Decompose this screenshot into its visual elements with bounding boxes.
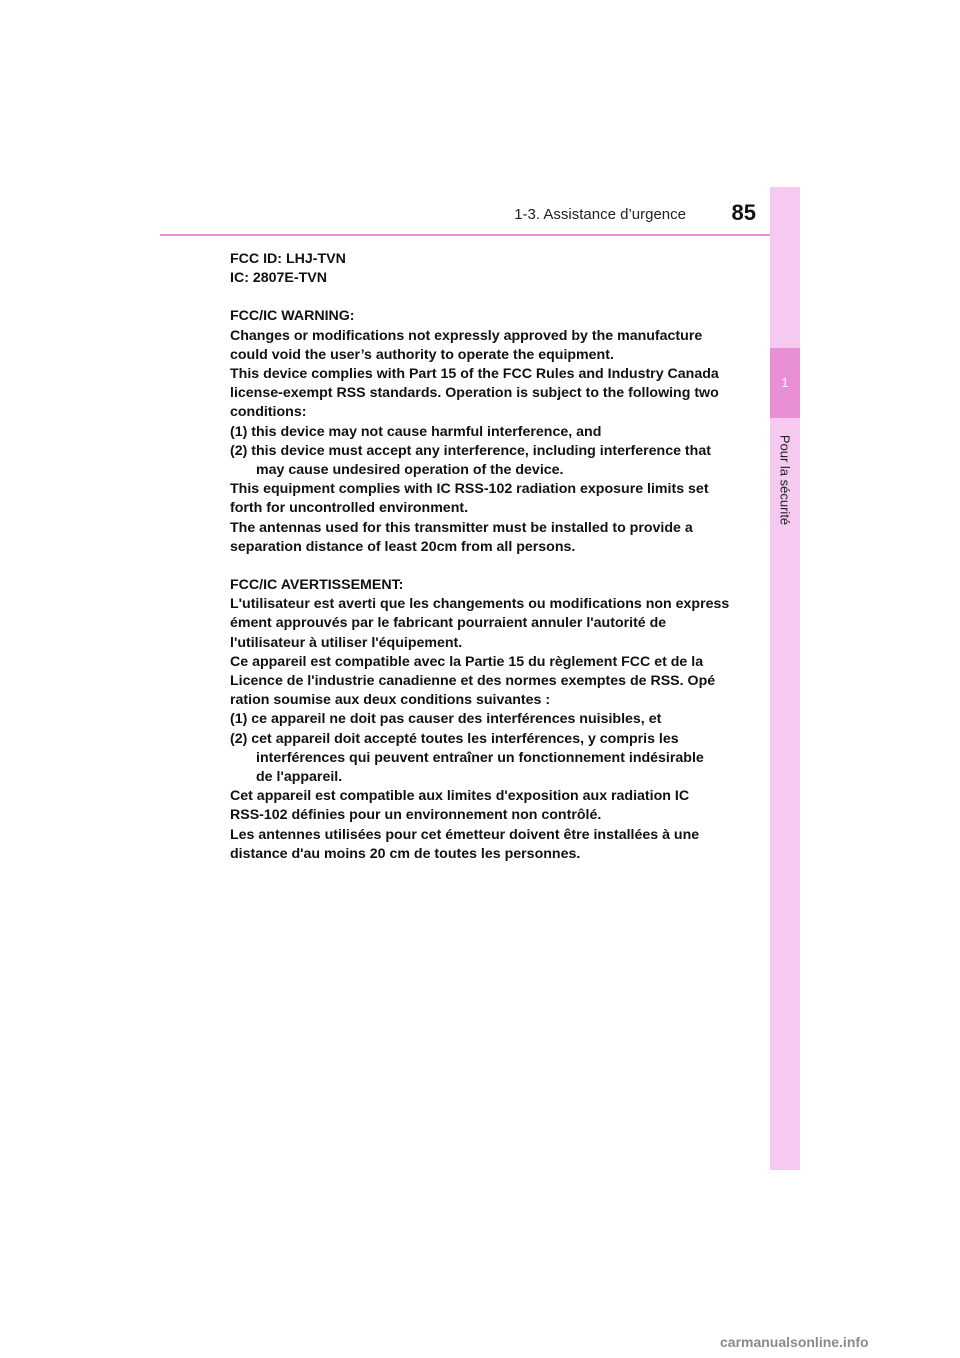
warning-fr-line: l'utilisateur à utiliser l'équipement. [230, 634, 463, 651]
page-number: 85 [731, 200, 756, 225]
warning-fr-line: Ce appareil est compatible avec la Partie 15 du règlement FCC et de la [230, 653, 704, 670]
warning-en-line: This equipment complies with IC RSS-102 radiation exposure limits set [230, 481, 709, 498]
warning-en-line: This device complies with Part 15 of the FCC Rules and Industry Canada [230, 366, 719, 383]
warning-en-line: (1) this device may not cause harmful interference, and [230, 423, 602, 440]
header-section-title: 1-3. Assistance d’urgence [514, 206, 686, 223]
side-tab [770, 187, 800, 1170]
ic-id: IC: 2807E-TVN [230, 270, 327, 287]
chapter-number-box: 1 [770, 348, 800, 418]
warning-fr-indent-line: de l'appareil. [256, 769, 343, 786]
warning-en-line: Changes or modifications not expressly approved by the manufacture [230, 327, 703, 344]
warning-en-line: license-exempt RSS standards. Operation is subject to the following two [230, 385, 719, 402]
fcc-id: FCC ID: LHJ-TVN [230, 251, 346, 267]
warning-en-line: (2) this device must accept any interference, including interference that [230, 442, 711, 459]
main-content [230, 250, 730, 864]
warning-en-line: separation distance of least 20cm from all persons. [230, 538, 576, 555]
warning-en-line: conditions: [230, 404, 307, 421]
warning-en-line: could void the user’s authority to operate the equipment. [230, 346, 614, 363]
warning-fr-line: distance d'au moins 20 cm de toutes les personnes. [230, 845, 581, 862]
warning-fr-line: ément approuvés par le fabricant pourraient annuler l'autorité de [230, 615, 667, 632]
chapter-title: Pour la sécurité [777, 434, 793, 526]
warning-fr-line: L'utilisateur est averti que les changements ou modifications non express [230, 596, 730, 613]
warning-fr-line: Licence de l'industrie canadienne et des normes exemptes de RSS. Opé [230, 673, 716, 690]
warning-en-line: The antennas used for this transmitter must be installed to provide a [230, 519, 693, 536]
warning-fr-line: Les antennes utilisées pour cet émetteur doivent être installées à une [230, 826, 700, 843]
warning-fr-line: Cet appareil est compatible aux limites d'exposition aux radiation IC [230, 788, 690, 805]
header-rule [160, 234, 800, 236]
warning-fr-line: ration soumise aux deux conditions suivantes : [230, 692, 551, 709]
warning-fr-heading: FCC/IC AVERTISSEMENT: [230, 577, 404, 594]
warning-en-indent-line: may cause undesired operation of the device. [256, 462, 564, 479]
warning-en-heading: FCC/IC WARNING: [230, 308, 355, 325]
warning-fr-line: RSS-102 définies pour un environnement non contrôlé. [230, 807, 602, 824]
warning-fr-line: (1) ce appareil ne doit pas causer des interférences nuisibles, et [230, 711, 662, 728]
watermark: carmanualsonline.info [720, 1334, 869, 1350]
warning-fr-indent-line: interférences qui peuvent entraîner un fonctionnement indésirable [256, 749, 704, 766]
warning-fr-line: (2) cet appareil doit accepté toutes les interférences, y compris les [230, 730, 679, 747]
warning-en-line: forth for uncontrolled environment. [230, 500, 469, 517]
